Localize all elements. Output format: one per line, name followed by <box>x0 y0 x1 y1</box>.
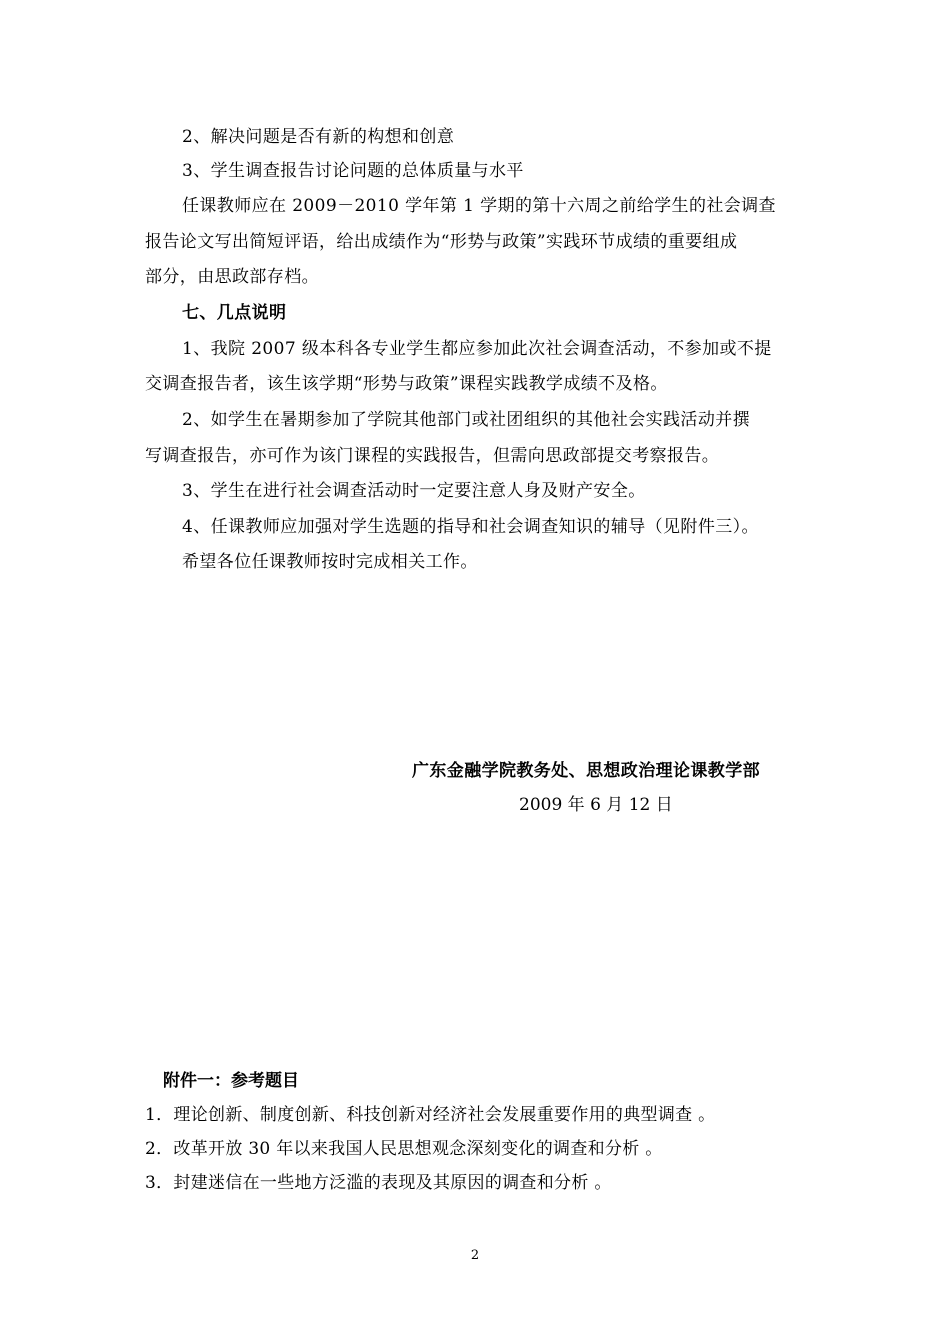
note-2-line-1: 2、如学生在暑期参加了学院其他部门或社团组织的其他社会实践活动并撰 <box>182 410 751 430</box>
note-3: 3、学生在进行社会调查活动时一定要注意人身及财产安全。 <box>182 481 646 501</box>
grading-paragraph-line-1: 任课教师应在 2009－2010 学年第 1 学期的第十六周之前给学生的社会调查 <box>182 196 776 216</box>
topic-item: 1．理论创新、制度创新、科技创新对经济社会发展重要作用的典型调查 。 <box>145 1105 716 1125</box>
grading-paragraph-line-3: 部分，由思政部存档。 <box>145 267 319 287</box>
note-1-line-2: 交调查报告者，该生该学期“形势与政策”课程实践教学成绩不及格。 <box>145 374 668 394</box>
criterion-3: 3、学生调查报告讨论问题的总体质量与水平 <box>182 161 524 181</box>
topic-item: 2．改革开放 30 年以来我国人民思想观念深刻变化的调查和分析 。 <box>145 1139 663 1159</box>
criterion-2: 2、解决问题是否有新的构想和创意 <box>182 127 455 147</box>
note-1-line-1: 1、我院 2007 级本科各专业学生都应参加此次社会调查活动，不参加或不提 <box>182 339 772 359</box>
grading-paragraph-line-2: 报告论文写出简短评语，给出成绩作为“形势与政策”实践环节成绩的重要组成 <box>145 232 738 252</box>
section-seven-heading: 七、几点说明 <box>182 303 287 323</box>
note-2-line-2: 写调查报告，亦可作为该门课程的实践报告，但需向思政部提交考察报告。 <box>145 446 720 466</box>
closing-sentence: 希望各位任课教师按时完成相关工作。 <box>182 552 478 572</box>
note-4: 4、任课教师应加强对学生选题的指导和社会调查知识的辅导（见附件三）。 <box>182 517 759 537</box>
page-number: 2 <box>470 1248 480 1263</box>
signature-organization: 广东金融学院教务处、思想政治理论课教学部 <box>412 761 760 781</box>
topic-item: 3．封建迷信在一些地方泛滥的表现及其原因的调查和分析 。 <box>145 1173 612 1193</box>
attachment-one-title: 附件一：参考题目 <box>163 1071 299 1091</box>
signature-date: 2009 年 6 月 12 日 <box>519 795 673 815</box>
